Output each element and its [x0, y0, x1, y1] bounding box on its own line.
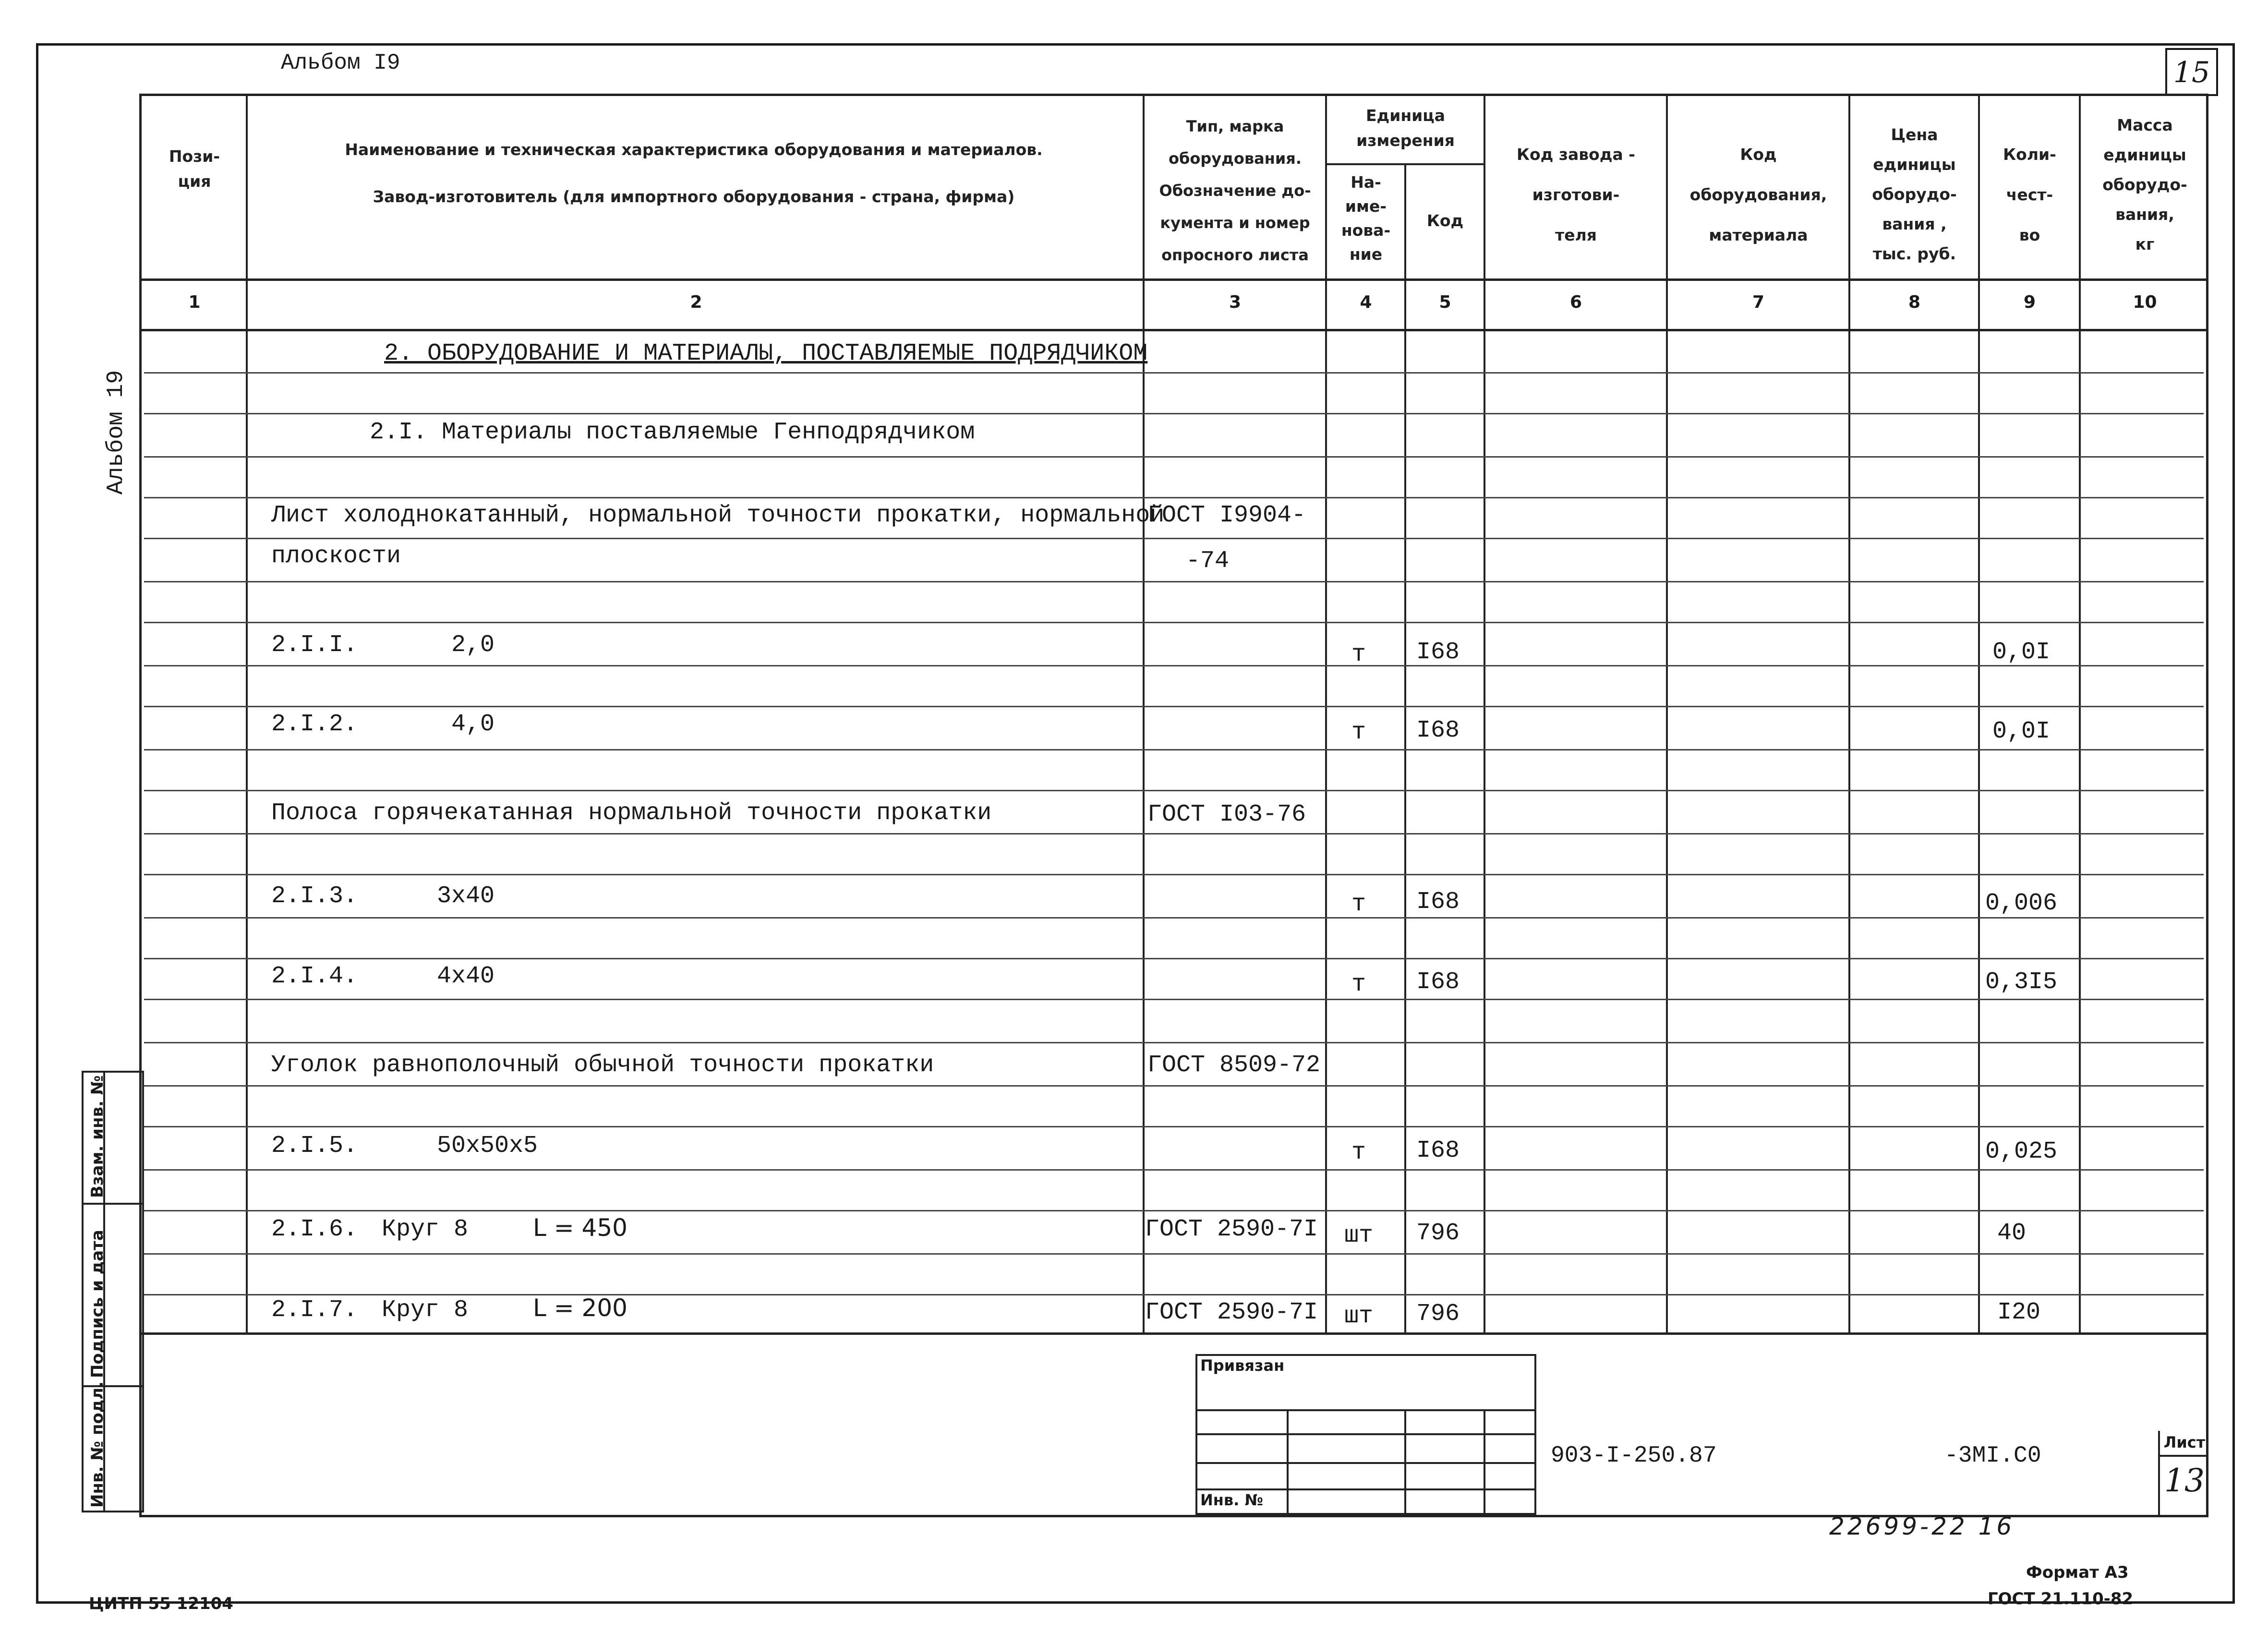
side-album-label: Альбом 19 — [103, 370, 129, 495]
header-type: Тип, марка оборудования. Обозначение до- кумента и номер опросного листа — [1159, 117, 1311, 264]
gost-footer: ГОСТ 21.110-82 — [1988, 1589, 2134, 1609]
row-line — [144, 413, 2204, 414]
item-name: 4,0 — [451, 711, 495, 738]
row-line — [144, 497, 2204, 498]
header-position: Пози- ция — [169, 147, 220, 191]
item-code: I68 — [1416, 1137, 1460, 1164]
item-code: I68 — [1416, 888, 1460, 916]
row-line — [144, 1126, 2204, 1127]
colnum-9: 9 — [2023, 292, 2036, 312]
row-line — [144, 1210, 2204, 1211]
item-unit: т — [1351, 971, 1366, 998]
colnum-2: 2 — [690, 292, 702, 312]
row-line — [144, 1169, 2204, 1171]
colnum-10: 10 — [2133, 292, 2157, 312]
item-code: 796 — [1416, 1300, 1460, 1328]
row-line — [144, 372, 2204, 374]
item-unit: шт — [1344, 1222, 1374, 1249]
item-code: I68 — [1416, 968, 1460, 996]
section-heading: 2. ОБОРУДОВАНИЕ И МАТЕРИАЛЫ, ПОСТАВЛЯЕМЫЕ ПОДРЯДЧИКОМ — [384, 340, 1148, 367]
item-code: I68 — [1416, 639, 1460, 666]
colnum-5: 5 — [1439, 292, 1451, 312]
item-position: 2.I.5. — [271, 1132, 358, 1160]
sheet-number: 13 — [2164, 1462, 2205, 1499]
sheet-number-line — [2158, 1455, 2208, 1457]
item-name: 50х50х5 — [437, 1132, 538, 1160]
item-qty: I20 — [1997, 1299, 2041, 1326]
row-line — [144, 706, 2204, 707]
item-code: I68 — [1416, 717, 1460, 744]
row-line — [144, 749, 2204, 750]
item-qty: 40 — [1997, 1220, 2027, 1247]
header-name-line1: Наименование и техническая характеристика оборудования и материалов. — [345, 140, 1043, 159]
item-unit: т — [1351, 719, 1366, 746]
item-name: Полоса горячекатанная нормальной точности прокатки — [271, 799, 992, 827]
colnum-8: 8 — [1908, 292, 1921, 312]
item-doc: ГОСТ I9904- — [1147, 502, 1306, 529]
item-name: плоскости — [271, 543, 401, 570]
item-doc: -74 — [1186, 547, 1230, 575]
citp-label: ЦИТП 55 12104 — [89, 1594, 233, 1613]
item-qty: 0,006 — [1985, 890, 2058, 917]
row-line — [144, 917, 2204, 919]
row-line — [144, 999, 2204, 1000]
binding-col — [1404, 1409, 1406, 1515]
unit-group-divider — [1325, 163, 1484, 165]
bottom-stamp-frame — [139, 1332, 2208, 1517]
corner-box — [2165, 48, 2218, 96]
item-name: Круг 8 — [382, 1296, 469, 1324]
row-line — [144, 538, 2204, 539]
colnum-6: 6 — [1569, 292, 1582, 312]
row-line — [144, 665, 2204, 666]
row-line — [144, 1253, 2204, 1255]
document-code: 903-I-250.87 — [1551, 1443, 1717, 1469]
item-name: 4х40 — [437, 963, 495, 990]
sheet-corner-number: 15 — [2173, 56, 2210, 89]
item-doc: ГОСТ I03-76 — [1147, 801, 1306, 828]
header-unit-group: Единица измерения — [1356, 106, 1455, 150]
item-qty: 0,025 — [1985, 1138, 2058, 1165]
binding-label: Привязан — [1200, 1356, 1285, 1375]
header-name-line2: Завод-изготовитель (для импортного оборудования - страна, фирма) — [373, 187, 1015, 206]
inv-no-label: Инв. № — [1200, 1491, 1263, 1509]
header-mass: Масса единицы оборудо- вания, кг — [2102, 116, 2187, 254]
row-line — [144, 790, 2204, 791]
row-line — [144, 1042, 2204, 1043]
item-unit: т — [1351, 891, 1366, 918]
item-qty: 0,0I — [1992, 639, 2051, 666]
item-code: 796 — [1416, 1220, 1460, 1247]
row-line — [144, 833, 2204, 835]
row-line — [144, 1294, 2204, 1295]
row-line — [144, 874, 2204, 875]
item-doc: ГОСТ 8509-72 — [1147, 1052, 1321, 1079]
item-name: Круг 8 — [382, 1216, 469, 1243]
colnum-1: 1 — [188, 292, 201, 312]
item-doc: ГОСТ 2590-7I — [1145, 1299, 1318, 1326]
colnum-3: 3 — [1229, 292, 1242, 312]
colnum-7: 7 — [1752, 292, 1765, 312]
side-stamp-podpis: Подпись и дата — [88, 1230, 107, 1378]
subsection-heading: 2.I. Материалы поставляемые Генподрядчиком — [370, 419, 975, 446]
col-line-4 — [1404, 163, 1406, 1332]
format-label: Формат А3 — [2026, 1563, 2129, 1582]
item-length: L = 200 — [533, 1294, 627, 1322]
item-position: 2.I.I. — [271, 631, 358, 659]
item-position: 2.I.4. — [271, 963, 358, 990]
header-plant-code: Код завода - изготови- теля — [1517, 145, 1635, 244]
side-stamp-vzam: Взам. инв. № — [88, 1075, 107, 1198]
colnum-bottom-line — [139, 329, 2208, 331]
document-suffix: -3MI.C0 — [1944, 1443, 2041, 1469]
row-line — [144, 1085, 2204, 1087]
binding-col — [1484, 1409, 1485, 1515]
row-line — [144, 581, 2204, 582]
row-line — [144, 456, 2204, 458]
item-name: 2,0 — [451, 631, 495, 659]
item-unit: т — [1351, 641, 1366, 668]
sheet-label: Лист — [2163, 1433, 2206, 1451]
item-unit: т — [1351, 1139, 1366, 1166]
item-position: 2.I.7. — [271, 1296, 358, 1324]
side-stamp-line — [82, 1203, 144, 1205]
item-qty: 0,0I — [1992, 718, 2051, 745]
colnum-4: 4 — [1360, 292, 1372, 312]
header-bottom-line — [139, 278, 2208, 281]
item-position: 2.I.3. — [271, 883, 358, 910]
item-name: 3х40 — [437, 883, 495, 910]
item-position: 2.I.6. — [271, 1216, 358, 1243]
item-unit: шт — [1344, 1303, 1374, 1330]
item-qty: 0,3I5 — [1985, 968, 2058, 996]
item-name: Лист холоднокатанный, нормальной точности прокатки, нормальной — [271, 502, 1165, 529]
header-unit-name: На- име- нова- ние — [1341, 173, 1391, 264]
row-line — [144, 622, 2204, 623]
header-equipment-code: Код оборудования, материала — [1689, 145, 1827, 244]
header-quantity: Коли- чест- во — [2003, 145, 2056, 244]
row-line — [144, 958, 2204, 959]
binding-col — [1287, 1409, 1289, 1515]
archive-number: 22699-22 16 — [1829, 1512, 2015, 1540]
header-price: Цена единицы оборудо- вания , тыс. руб. — [1872, 125, 1957, 263]
album-label: Альбом I9 — [281, 50, 400, 75]
header-unit-code: Код — [1426, 211, 1464, 230]
side-stamp-inv-podl: Инв. № подл. — [88, 1381, 107, 1508]
item-length: L = 450 — [533, 1214, 627, 1242]
item-position: 2.I.2. — [271, 711, 358, 738]
item-name: Уголок равнополочный обычной точности прокатки — [271, 1052, 934, 1079]
item-doc: ГОСТ 2590-7I — [1145, 1216, 1318, 1243]
